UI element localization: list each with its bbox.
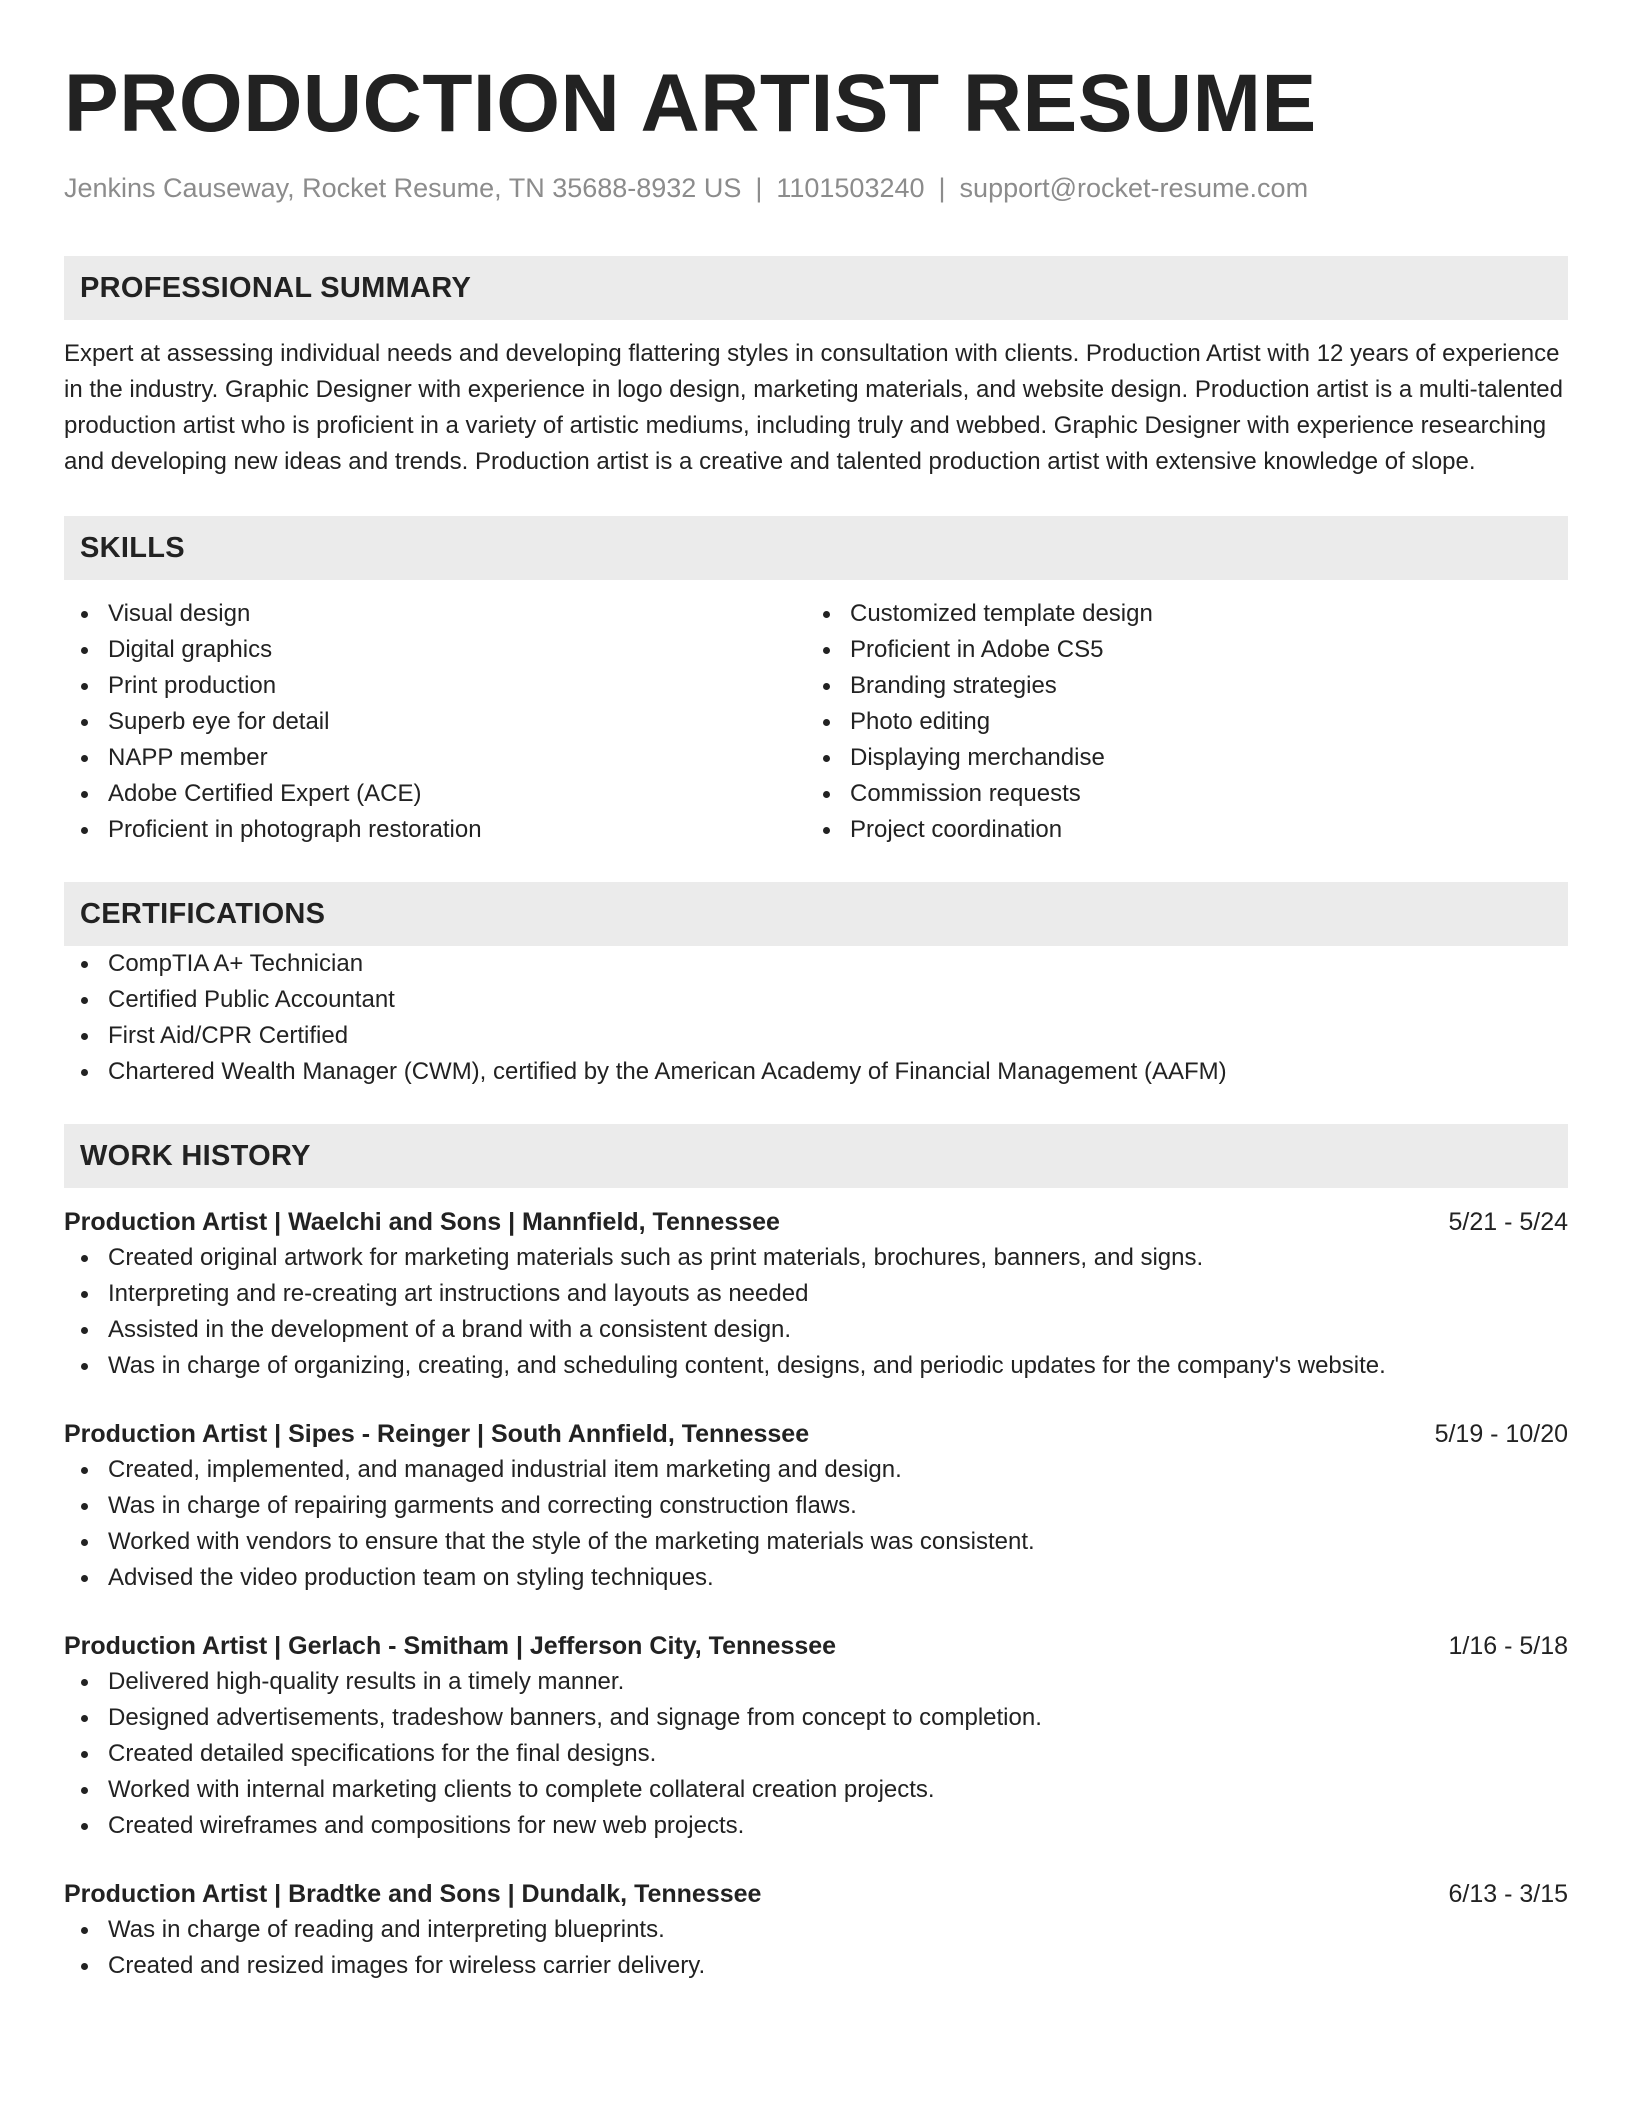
skill-item: Adobe Certified Expert (ACE) <box>64 776 806 812</box>
skills-columns <box>64 596 1568 848</box>
job-header <box>64 1628 1568 1664</box>
section-header-summary: PROFESSIONAL SUMMARY <box>64 256 1568 320</box>
job-bullets <box>64 1452 1568 1596</box>
skills-list-right <box>806 596 1548 848</box>
job-bullet: Created original artwork for marketing materials such as print materials, brochures, banners, and signs. <box>64 1240 1568 1276</box>
skill-item: Project coordination <box>806 812 1548 848</box>
job-title: Production Artist | Bradtke and Sons | Dundalk, Tennessee <box>64 1880 762 1908</box>
skill-item: Customized template design <box>806 596 1548 632</box>
skill-item: Commission requests <box>806 776 1548 812</box>
job-header <box>64 1876 1568 1912</box>
skill-item: Branding strategies <box>806 668 1548 704</box>
job-bullet: Created wireframes and compositions for new web projects. <box>64 1808 1568 1844</box>
job-bullet: Assisted in the development of a brand with a consistent design. <box>64 1312 1568 1348</box>
job-header <box>64 1204 1568 1240</box>
skill-item: Proficient in Adobe CS5 <box>806 632 1548 668</box>
skill-item: Superb eye for detail <box>64 704 806 740</box>
job-bullet: Interpreting and re-creating art instructions and layouts as needed <box>64 1276 1568 1312</box>
job-bullets <box>64 1912 1568 1984</box>
job-bullets <box>64 1240 1568 1384</box>
skill-item: Proficient in photograph restoration <box>64 812 806 848</box>
skills-list-left <box>64 596 806 848</box>
job-title: Production Artist | Sipes - Reinger | South Annfield, Tennessee <box>64 1420 810 1448</box>
job-bullet: Created detailed specifications for the final designs. <box>64 1736 1568 1772</box>
job-entry <box>64 1876 1568 1984</box>
certifications-list <box>64 946 1568 1090</box>
certification-item: Certified Public Accountant <box>64 982 1568 1018</box>
job-bullets <box>64 1664 1568 1844</box>
job-dates: 5/19 - 10/20 <box>1434 1420 1568 1448</box>
job-bullet: Advised the video production team on styling techniques. <box>64 1560 1568 1596</box>
section-header-work-history: WORK HISTORY <box>64 1124 1568 1188</box>
job-bullet: Designed advertisements, tradeshow banners, and signage from concept to completion. <box>64 1700 1568 1736</box>
certification-item: Chartered Wealth Manager (CWM), certified by the American Academy of Financial Management (AAFM) <box>64 1054 1568 1090</box>
job-bullet: Was in charge of reading and interpreting blueprints. <box>64 1912 1568 1948</box>
job-entry <box>64 1416 1568 1596</box>
certification-item: First Aid/CPR Certified <box>64 1018 1568 1054</box>
resume-title: PRODUCTION ARTIST RESUME <box>64 58 1317 149</box>
skill-item: Print production <box>64 668 806 704</box>
contact-separator: | <box>938 173 946 203</box>
job-bullet: Worked with vendors to ensure that the style of the marketing materials was consistent. <box>64 1524 1568 1560</box>
job-header <box>64 1416 1568 1452</box>
skill-item: NAPP member <box>64 740 806 776</box>
job-entry <box>64 1628 1568 1844</box>
contact-separator: | <box>755 173 763 203</box>
job-entry <box>64 1204 1568 1384</box>
job-bullet: Was in charge of organizing, creating, and scheduling content, designs, and periodic updates for the company's website. <box>64 1348 1568 1384</box>
job-bullet: Created, implemented, and managed industrial item marketing and design. <box>64 1452 1568 1488</box>
contact-phone: 1101503240 <box>776 173 925 203</box>
job-bullet: Delivered high-quality results in a timely manner. <box>64 1664 1568 1700</box>
job-bullet: Created and resized images for wireless carrier delivery. <box>64 1948 1568 1984</box>
skill-item: Photo editing <box>806 704 1548 740</box>
job-dates: 6/13 - 3/15 <box>1448 1880 1568 1908</box>
resume-page <box>64 0 1568 1984</box>
skill-item: Visual design <box>64 596 806 632</box>
job-title: Production Artist | Waelchi and Sons | Mannfield, Tennessee <box>64 1208 780 1236</box>
contact-email: support@rocket-resume.com <box>959 173 1309 203</box>
job-dates: 1/16 - 5/18 <box>1448 1632 1568 1660</box>
section-header-certifications: CERTIFICATIONS <box>64 882 1568 946</box>
section-header-skills: SKILLS <box>64 516 1568 580</box>
job-dates: 5/21 - 5/24 <box>1448 1208 1568 1236</box>
job-title: Production Artist | Gerlach - Smitham | Jefferson City, Tennessee <box>64 1632 837 1660</box>
skill-item: Displaying merchandise <box>806 740 1548 776</box>
summary-text: Expert at assessing individual needs and developing flattering styles in consultation with clients. Production Artist with 12 years of experience in the industry. Graphic Designer with experience in logo design, marketing materials, and website design. Production artist is a multi-talented production artist who is proficient in a variety of artistic mediums, including truly and webbed. Graphic Designer with experience researching and developing new ideas and trends. Production artist is a creative and talented production artist with extensive knowledge of slope. <box>64 340 1563 475</box>
contact-address: Jenkins Causeway, Rocket Resume, TN 35688-8932 US <box>64 173 742 203</box>
contact-line <box>64 172 1568 204</box>
skill-item: Digital graphics <box>64 632 806 668</box>
job-bullet: Was in charge of repairing garments and correcting construction flaws. <box>64 1488 1568 1524</box>
job-bullet: Worked with internal marketing clients to complete collateral creation projects. <box>64 1772 1568 1808</box>
certification-item: CompTIA A+ Technician <box>64 946 1568 982</box>
